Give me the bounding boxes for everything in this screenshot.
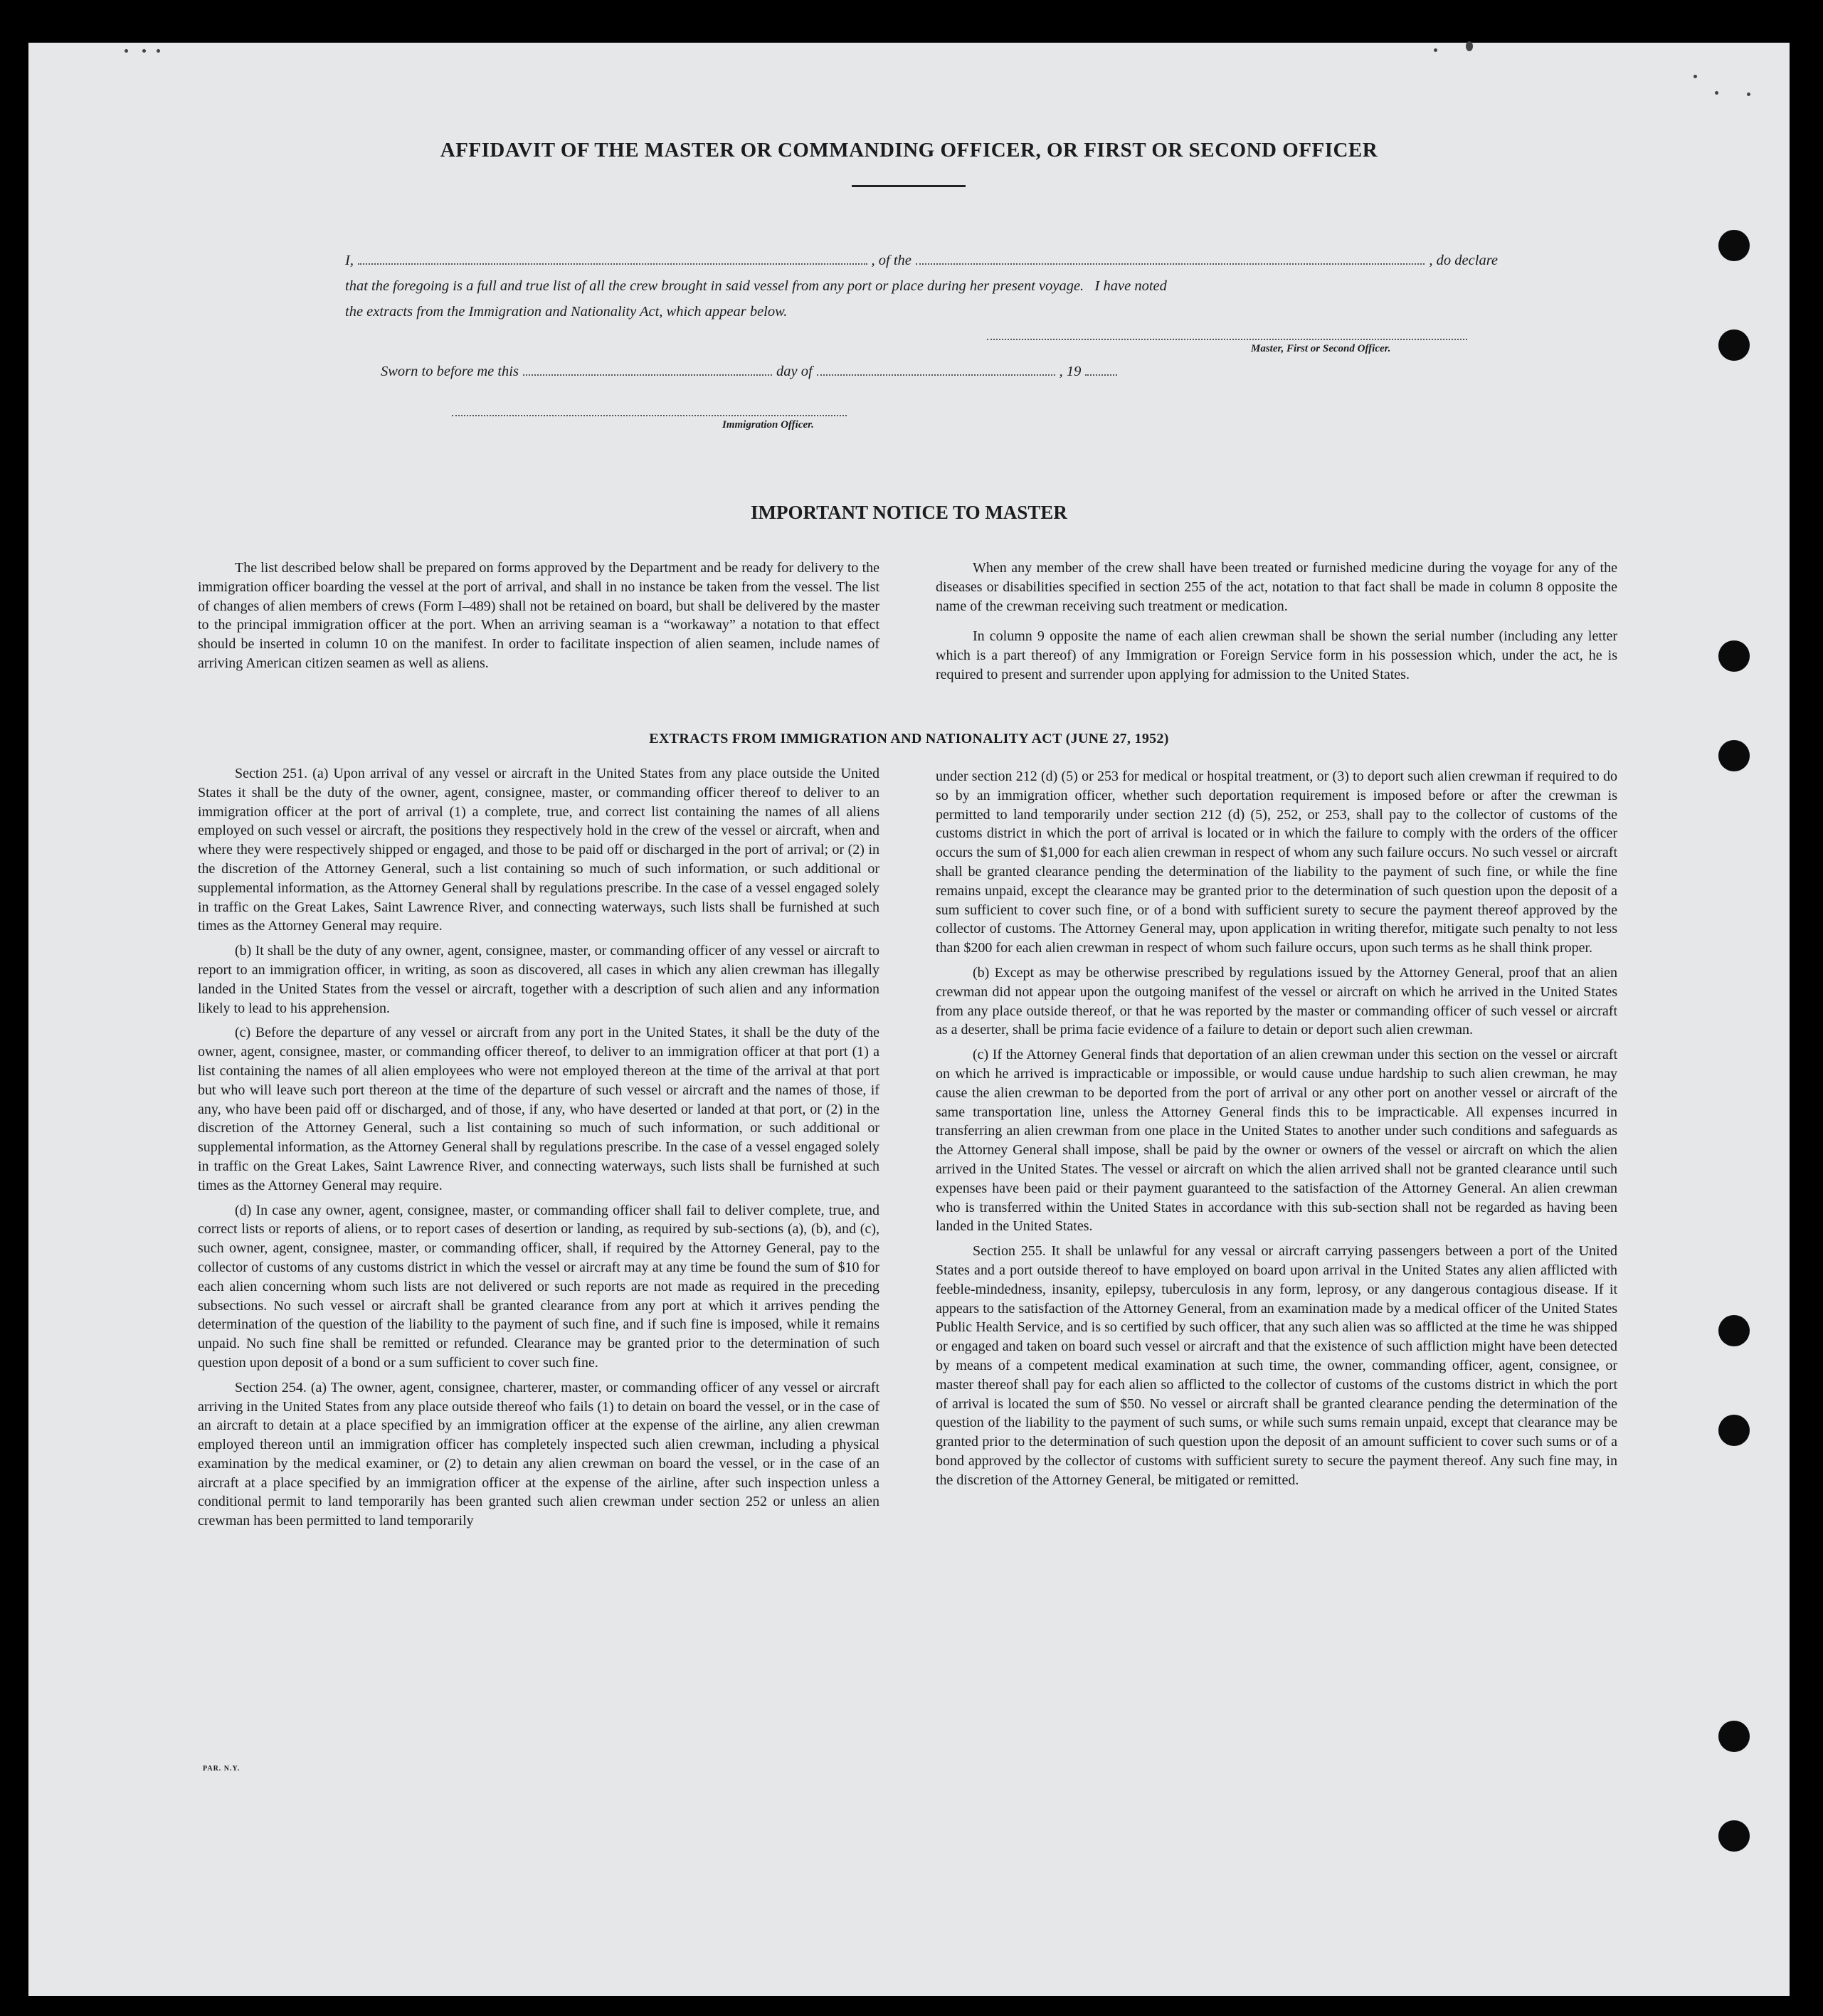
vessel-blank[interactable] [916, 252, 1425, 265]
declaration-end: , do declare [1429, 253, 1499, 268]
binder-hole [1718, 1315, 1750, 1346]
notice-title: IMPORTANT NOTICE TO MASTER [751, 502, 1067, 523]
printer-mark: PAR. N.Y. [203, 1765, 241, 1773]
declaration-of: , of the [871, 253, 912, 268]
sworn-month-blank[interactable] [817, 363, 1055, 376]
binder-hole [1718, 230, 1750, 261]
binder-hole [1718, 1721, 1750, 1752]
declaration-block [345, 248, 1498, 324]
extract-paragraph: Section 254. (a) The owner, agent, consignee, charterer, master, or commanding officer of any vessel or aircraft arriving in the United States from any place outside thereof who fails (1) to detain on board the vessel, or in the case of an aircraft to detain at a place specified by an immigration officer at the expense of the airline, any alien crewman employed thereon until an immigration officer has completely inspected such alien crewman, including a physical examination by the medical examiner, or (2) to detain any alien crewman on board the vessel, or in the case of an aircraft at a place specified by an immigration officer at the expense of the airline, after such inspection unless a conditional permit to land temporarily has been granted such alien crewman under section 252 or unless an alien crewman has been permitted to land temporarily [198, 1379, 879, 1529]
declaration-i: I, [345, 253, 354, 268]
binder-hole [1718, 640, 1750, 672]
master-signature-line[interactable] [987, 339, 1467, 340]
binder-hole [1718, 1820, 1750, 1852]
sworn-text: Sworn to before me this [381, 364, 519, 379]
sworn-line [381, 363, 1235, 380]
extract-paragraph: Section 255. It shall be unlawful for any vessal or aircraft carrying passengers between a port of the United States and a port outside thereof to have employed on board upon arrival in the United States any alien afflicted with feeble-mindedness, insanity, epilepsy, tuberculosis in any form, leprosy, or any dangerous contagious disease. If it appears to the satisfaction of the Attorney General, from an examination made by a medical officer of the United States Public Health Service, and is so certified by such officer, that any such alien was so afflicted at the time he was shipped or engaged and taken on board such vessel or aircraft and that the existence of such affliction might have been detected by means of a competent medical examination at such time, the owner, commanding officer, agent, consignee, or master thereof shall pay for each alien so afflicted to the collector of customs of the customs district in which the port of arrival is located the sum of $50. No vessel or aircraft shall be granted clearance pending the determination of the question of the liability to the payment of such sums, or while such sums remain unpaid, except that clearance may be granted prior to the determination of such question upon the deposit of an amount sufficient to cover such sums or of a bond approved by the collector of customs with sufficient surety to secure the payment thereof. Any such fine may, in the discretion of the Attorney General, be mitigated or remitted. [936, 1243, 1617, 1488]
declaration-line-3: the extracts from the Immigration and Nationality Act, which appear below. [345, 304, 788, 320]
notice-paragraph: In column 9 opposite the name of each alien crewman shall be shown the serial number (including any letter which is a part thereof) of any Immigration or Foreign Service form in his possession which, under the act, he is required to present and surrender upon applying for admission to the United States. [936, 628, 1617, 682]
sworn-year-blank[interactable] [1085, 363, 1117, 376]
sworn-day-blank[interactable] [523, 363, 772, 376]
extract-paragraph: under section 212 (d) (5) or 253 for medical or hospital treatment, or (3) to deport such alien crewman if required to do so by an immigration officer, whether such deportation requirement is imposed before or after the crewman is permitted to land temporarily under section 212 (d) (5), 252, or 253, shall pay to the collector of customs of the customs district in which the port of arrival is located or in which the failure to comply with the orders of the officer occurs the sum of $1,000 for each alien crewman in respect of whom any such failure occurs. No such vessel or aircraft shall be granted clearance pending the determination of the liability to the payment of such fine, or while the fine remains unpaid, except the clearance may be granted prior to the determination of such question upon the deposit of a sum sufficient to cover such fine, or of a bond with sufficient surety to secure the payment thereof approved by the collector of customs. The Attorney General may, upon application in writing therefor, mitigate such penalty to not less than $200 for each alien crewman in respect of whom such failure occurs, upon such terms as he shall think proper. [936, 769, 1617, 956]
notice-paragraph: When any member of the crew shall have been treated or furnished medicine during the voyage for any of the diseases or disabilities specified in section 255 of the act, notation to that fact shall be made in column 8 opposite the name of the crewman receiving such treatment or medication. [936, 560, 1617, 614]
extracts-title: EXTRACTS FROM IMMIGRATION AND NATIONALITY ACT (JUNE 27, 1952) [649, 731, 1169, 746]
extract-paragraph: (b) Except as may be otherwise prescribed by regulations issued by the Attorney General, proof that an alien crewman did not appear upon the outgoing manifest of the vessel or aircraft on which he arrived in the United States from any place outside thereof, or that he was reported by the master or commanding officer of such vessel or aircraft as a deserter, shall be prima facie evidence of a failure to detain or deport such alien crewman. [936, 964, 1617, 1038]
declaration-line-2: that the foregoing is a full and true list of all the crew brought in said vessel from any port or place during her present voyage. I have noted [345, 278, 1167, 294]
immigration-signature-label: Immigration Officer. [722, 419, 814, 431]
extract-paragraph: Section 251. (a) Upon arrival of any vessel or aircraft in the United States from any place outside the United States it shall be the duty of the owner, agent, consignee, master, or commanding officer thereof to deliver to an immigration officer at the port of arrival (1) a complete, true, and correct list containing the names of all aliens employed on such vessel or aircraft, the positions they respectively hold in the crew of the vessel or aircraft, when and where they were respectively shipped or engaged, and those to be paid off or discharged in the port of arrival; or (2) in the discretion of the Attorney General, such a list containing so much of such information, or such additional or supplemental information, as the Attorney General shall by regulations prescribe. In the case of a vessel engaged solely in traffic on the Great Lakes, Saint Lawrence River, and connecting waterways, such lists shall be furnished at such times as the Attorney General may require. [198, 766, 879, 934]
binder-hole [1718, 329, 1750, 361]
sworn-day-of: day of [776, 364, 813, 379]
binder-hole [1718, 1415, 1750, 1446]
document-page [28, 43, 1790, 1996]
notice-left-column [198, 559, 879, 679]
extract-paragraph: (c) If the Attorney General finds that deportation of an alien crewman under this section on the vessel or aircraft on which he arrived is impracticable or impossible, or would cause undue hardship to such alien crewman, he may cause the alien crewman to be deported from the port of arrival or any other port on another vessel or aircraft of the same transportation line, unless the Attorney General finds this to be impracticable. All expenses incurred in transferring an alien crewman from one place in the United States to another under such conditions and safeguards as the Attorney General shall impose, shall be paid by the owner or owners of the vessel or aircraft on which the alien arrived in the United States. The vessel or aircraft on which the alien arrived shall not be granted clearance until such expenses have been paid or their payment guaranteed to the satisfaction of the Attorney General. An alien crewman who is transferred within the United States in accordance with this sub-section shall not be regarded as having been landed in the United States. [936, 1047, 1617, 1235]
immigration-signature-line[interactable] [452, 415, 847, 416]
notice-paragraph: The list described below shall be prepared on forms approved by the Department and be ready for delivery to the immigration officer boarding the vessel at the port of arrival, and shall in no instance be taken from the vessel. The list of changes of alien members of crews (Form I–489) shall not be retained on board, but shall be delivered by the master to the principal immigration officer at the port. When an arriving seaman is a “workaway” a notation to that effect should be inserted in column 10 on the manifest. In order to facilitate inspection of alien seamen, include names of arriving American citizen seamen as well as aliens. [198, 560, 879, 671]
sworn-year: , 19 [1059, 364, 1082, 379]
master-signature-label: Master, First or Second Officer. [1251, 343, 1391, 354]
extract-paragraph: (b) It shall be the duty of any owner, agent, consignee, master, or commanding officer of any vessel or aircraft to report to an immigration officer, in writing, as soon as discovered, all cases in which any alien crewman has illegally landed in the United States from the vessel or aircraft, together with a description of such alien and any information likely to lead to his apprehension. [198, 943, 879, 1016]
title-divider [852, 185, 966, 187]
extract-paragraph: (d) In case any owner, agent, consignee, master, or commanding officer shall fail to deliver complete, true, and correct lists or reports of aliens, or to report cases of desertion or landing, as required by sub-sections (a), (b), and (c), such owner, agent, consignee, master, or commanding officer, shall, if required by the Attorney General, pay to the collector of customs of any customs district in which the vessel or aircraft may at any time be found the sum of $10 for each alien concerning whom such lists are not delivered or such reports are not made as required in the preceding subsections. No such vessel or aircraft shall be granted clearance from any port at which it arrives pending the determination of the question of the liability to the payment of such fine, and if such fine is imposed, while it remains unpaid. No such fine shall be remitted or refunded. Clearance may be granted prior to the determination of such question upon deposit of a bond or a sum sufficient to cover such fine. [198, 1202, 879, 1371]
name-blank[interactable] [358, 252, 867, 265]
extract-paragraph: (c) Before the departure of any vessel or aircraft from any port in the United States, it shall be the duty of the owner, agent, consignee, master, or commanding officer thereof, to deliver to an immigration officer at that port (1) a list containing the names of all alien employees who were not employed thereon at the time of the arrival at that port but who will leave such port thereon at the time of the departure of such vessel or aircraft and the names of those, if any, who have been paid off or discharged, and of those, if any, who have deserted or landed at that port, or (2) in the discretion of the Attorney General, such a list containing so much of such information, or such additional or supplemental information, as the Attorney General shall by regulations prescribe. In the case of a vessel engaged solely in traffic on the Great Lakes, Saint Lawrence River, and connecting waterways, such lists shall be furnished at such times as the Attorney General may require. [198, 1025, 879, 1193]
extracts-left-column [198, 764, 879, 1536]
notice-right-column [936, 559, 1617, 690]
affidavit-title: AFFIDAVIT OF THE MASTER OR COMMANDING OFFICER, OR FIRST OR SECOND OFFICER [440, 139, 1378, 162]
declaration-line-1 [345, 248, 1498, 273]
extracts-right-column [936, 767, 1617, 1495]
